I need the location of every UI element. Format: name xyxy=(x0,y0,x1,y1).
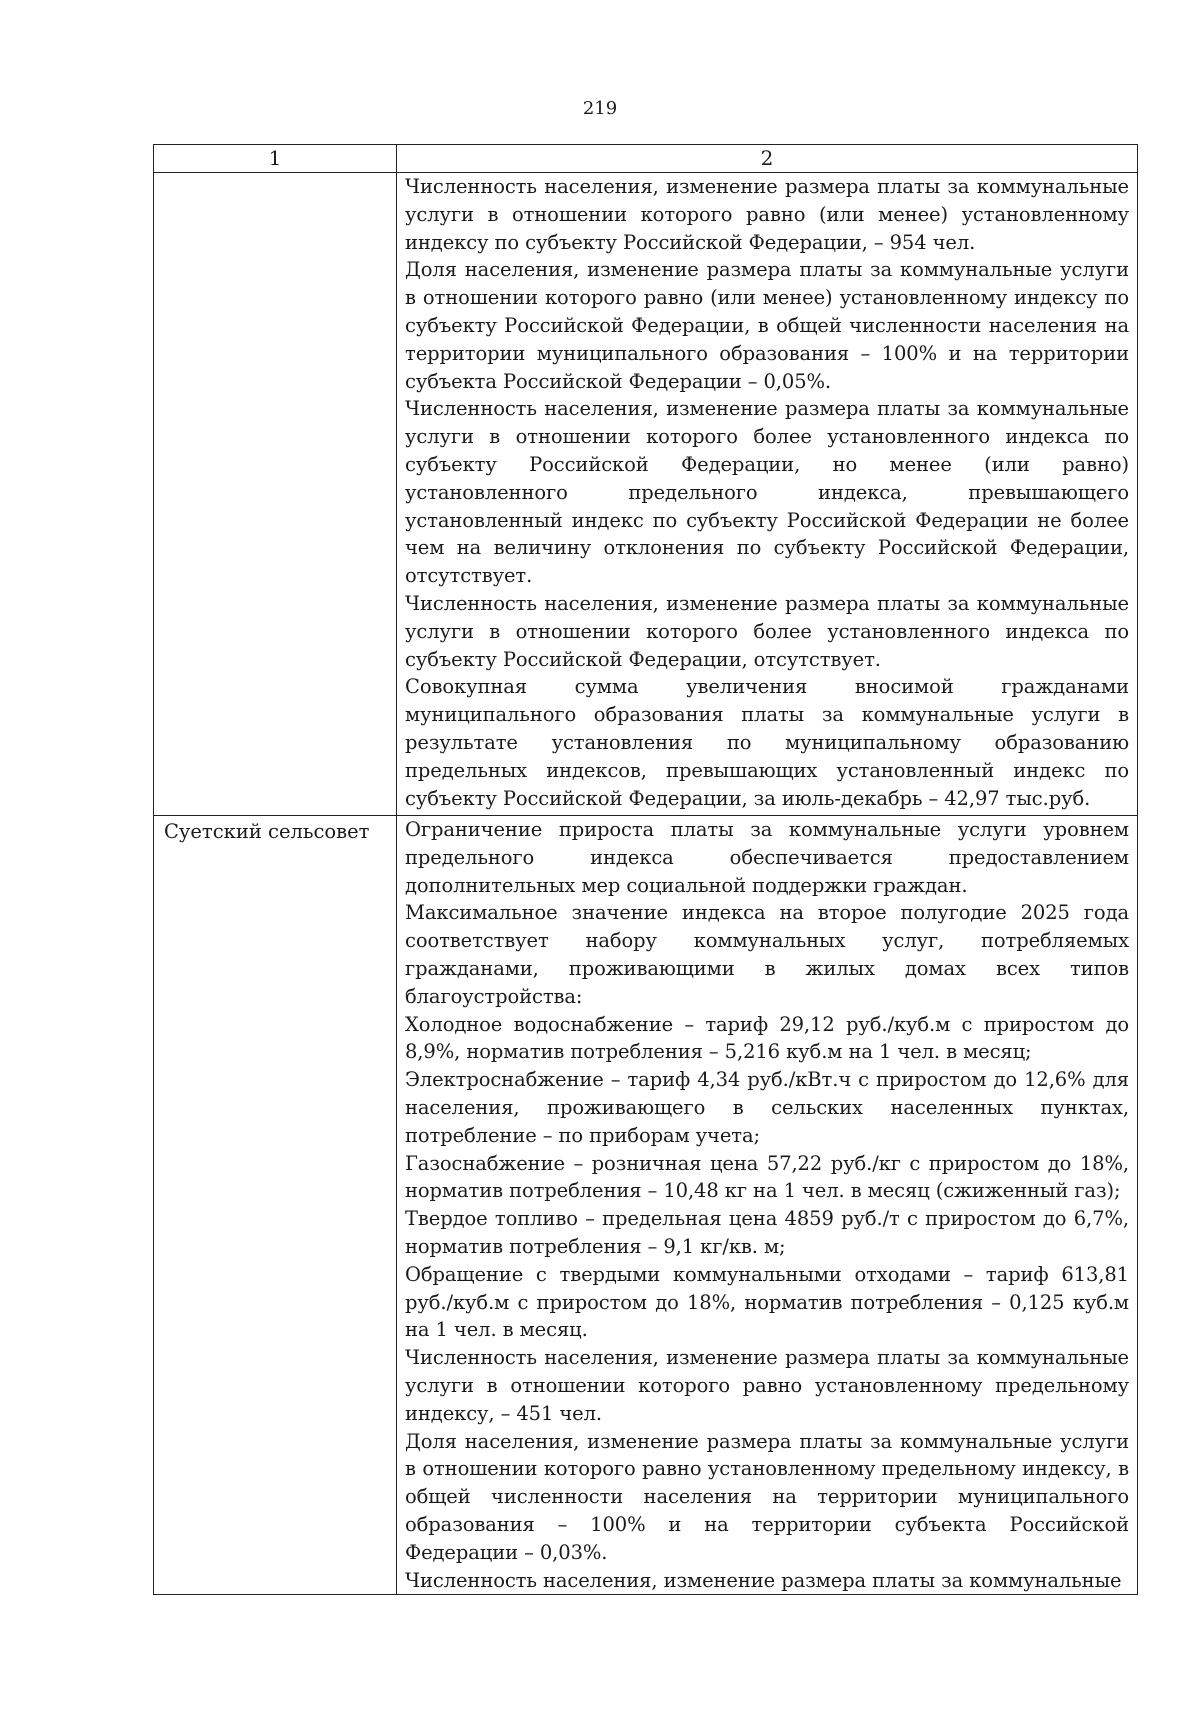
paragraph: Холодное водоснабжение – тариф 29,12 руб./куб.м с приростом до 8,9%, норматив потребления – 5,216 куб.м на 1 чел. в месяц; xyxy=(405,1012,1129,1064)
paragraph: Обращение с твердыми коммунальными отходами – тариф 613,81 руб./куб.м с приростом до 18%, норматив потребления – 0,125 куб.м на 1 чел. в месяц. xyxy=(405,1262,1129,1342)
paragraph: Численность населения, изменение размера платы за коммунальные услуги в отношении которого равно установленному предельному индексу, – 451 чел. xyxy=(405,1346,1129,1425)
municipality-name-cell xyxy=(154,173,397,816)
column-header-2: 2 xyxy=(397,145,1138,173)
paragraph: Совокупная сумма увеличения вносимой гражданами муниципального образования платы за коммунальные услуги в результате установления по муниципальному образованию предельных индексов, превышающих установленный индекс по субъекту Российской Федерации, за июль-декабрь – 42,97 тыс.руб. xyxy=(405,675,1129,810)
paragraph: Твердое топливо – предельная цена 4859 руб./т с приростом до 6,7%, норматив потребления – 9,1 кг/кв. м; xyxy=(405,1207,1129,1258)
paragraph: Доля населения, изменение размера платы за коммунальные услуги в отношении которого равно установленному предельному индексу, в общей численности населения на территории муниципального образования – 100% и на территории субъекта Российской Федерации – 0,03%. xyxy=(405,1429,1129,1564)
paragraph: Численность населения, изменение размера платы за коммунальные xyxy=(405,1568,1122,1592)
paragraph: Доля населения, изменение размера платы за коммунальные услуги в отношении которого равно (или менее) установленному индексу по субъекту Российской Федерации, в общей численности населения на территории муниципального образования – 100% и на территории субъекта Российской Федерации – 0,05%. xyxy=(405,258,1129,393)
table-row xyxy=(154,173,1138,816)
description-cell xyxy=(397,173,1138,816)
column-header-1: 1 xyxy=(154,145,397,173)
paragraph: Ограничение прироста платы за коммунальные услуги уровнем предельного индекса обеспечивается предоставлением дополнительных мер социальной поддержки граждан. xyxy=(405,818,1129,897)
paragraph: Максимальное значение индекса на второе полугодие 2025 года соответствует набору коммунальных услуг, потребляемых гражданами, проживающими в жилых домах всех типов благоустройства: xyxy=(405,901,1129,1008)
municipality-name-cell: Суетский сельсовет xyxy=(154,816,397,1595)
document-table xyxy=(153,144,1138,1595)
page-number: 219 xyxy=(582,98,618,119)
paragraph: Численность населения, изменение размера платы за коммунальные услуги в отношении которого более установленного индекса по субъекту Российской Федерации, отсутствует. xyxy=(405,591,1129,671)
paragraph: Газоснабжение – розничная цена 57,22 руб./кг с приростом до 18%, норматив потребления – 10,48 кг на 1 чел. в месяц (сжиженный газ); xyxy=(405,1151,1129,1203)
table-header-row xyxy=(154,145,1138,173)
paragraph: Численность населения, изменение размера платы за коммунальные услуги в отношении которого равно (или менее) установленному индексу по субъекту Российской Федерации, – 954 чел. xyxy=(405,175,1129,254)
paragraph: Электроснабжение – тариф 4,34 руб./кВт.ч с приростом до 12,6% для населения, проживающего в сельских населенных пунктах, потребление – по приборам учета; xyxy=(405,1068,1129,1147)
description-cell xyxy=(397,816,1138,1595)
paragraph: Численность населения, изменение размера платы за коммунальные услуги в отношении которого более установленного индекса по субъекту Российской Федерации, но менее (или равно) установленного предельного индекса, превышающего установленный индекс по субъекту Российской Федерации не более чем на величину отклонения по субъекту Российской Федерации, отсутствует. xyxy=(405,397,1129,588)
table-row xyxy=(154,816,1138,1595)
